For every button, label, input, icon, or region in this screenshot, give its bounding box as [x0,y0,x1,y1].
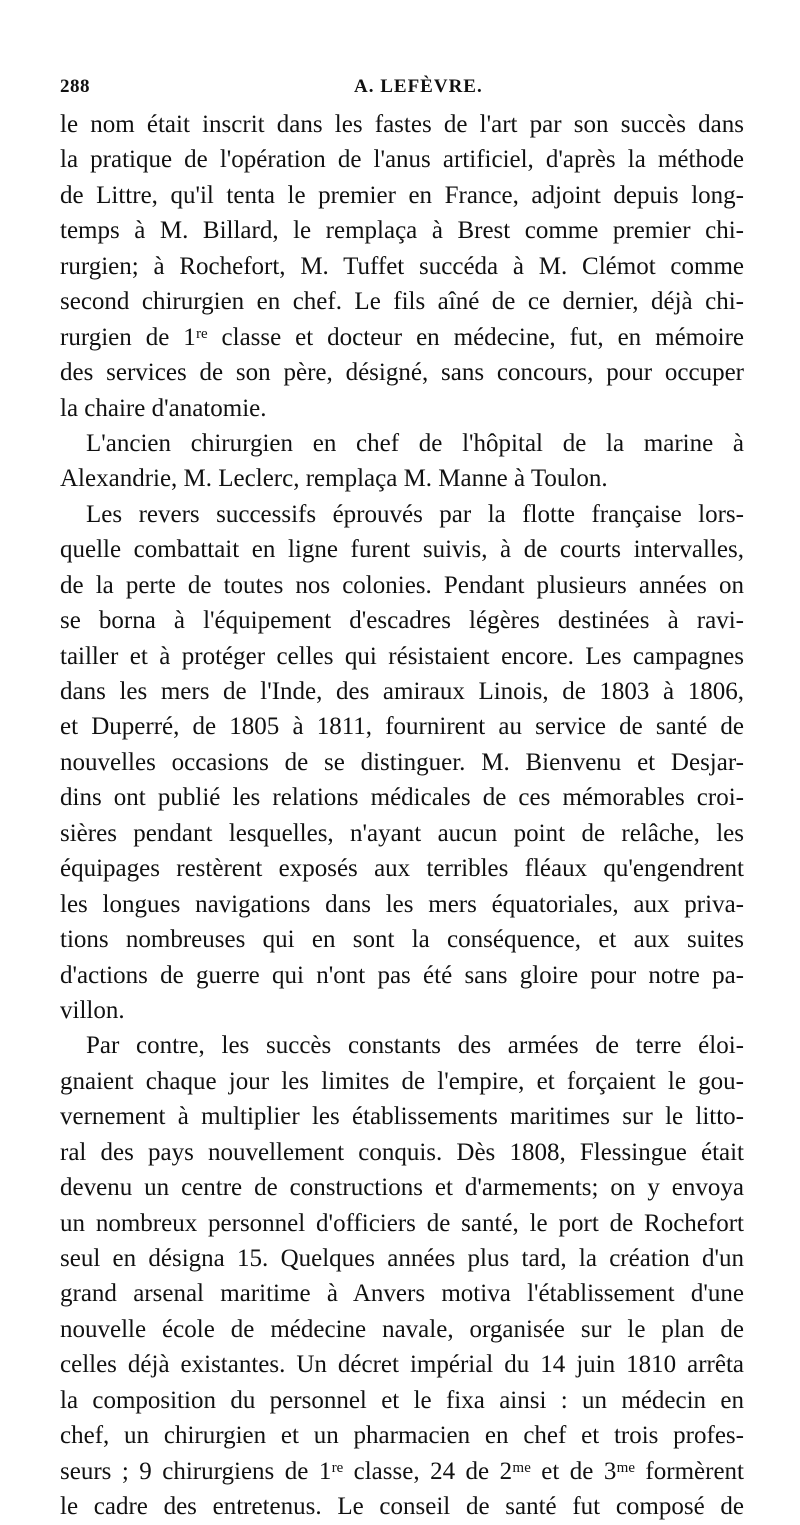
text-line: grand arsenal maritime à Anvers motiva l'établissement d'une [60,1280,744,1308]
text-line: seul en désigna 15. Quelques années plus tard, la création d'un [60,1245,744,1272]
text-line: d'actions de guerre qui n'ont pas été sans gloire pour notre pa- [60,961,744,989]
text-line: tailler et à protéger celles qui résistaient encore. Les campagnes [60,642,744,670]
text-line: dans les mers de l'Inde, des amiraux Linois, de 1803 à 1806, [60,678,744,705]
text-line: L'ancien chirurgien en chef de l'hôpital de la marine à [86,429,744,457]
text-line: tions nombreuses qui en sont la conséquence, et aux suites [60,926,744,954]
text-line: quelle combattait en ligne furent suivis, à de courts intervalles, [60,536,744,564]
text-line: équipages restèrent exposés aux terribles fléaux qu'engendrent [60,855,744,883]
text-line: se borna à l'équipement d'escadres légères destinées à ravi- [60,607,744,635]
text-line: les longues navigations dans les mers équatoriales, aux priva- [60,890,744,918]
text-line: de Littre, qu'il tenta le premier en France, adjoint depuis long- [60,181,744,209]
running-head: A. LEFÈVRE. [354,76,483,97]
text-line: dins ont publié les relations médicales de ces mémorables croi- [60,784,744,812]
text-line: Par contre, les succès constants des armées de terre éloi- [86,1032,744,1060]
text-line: second chirurgien en chef. Le fils aîné de ce dernier, déjà chi- [60,288,744,316]
text-line: nouvelle école de médecine navale, organisée sur le plan de [60,1315,744,1343]
text-line: vernement à multiplier les établissements maritimes sur le litto- [60,1103,744,1131]
text-line: Alexandrie, M. Leclerc, remplaça M. Manne à Toulon. [60,465,608,493]
text-line: le nom était inscrit dans les fastes de l'art par son succès dans [60,111,744,138]
text-line: des services de son père, désigné, sans concours, pour occuper [60,359,744,387]
text-line: le cadre des entretenus. Le conseil de santé fut composé de [60,1493,744,1521]
text-line: ral des pays nouvellement conquis. Dès 1808, Flessingue était [60,1138,744,1166]
page-header [60,76,732,100]
text-line: la composition du personnel et le fixa ainsi : un médecin en [60,1386,744,1414]
text-line: temps à M. Billard, le remplaça à Brest comme premier chi- [60,217,744,245]
text-line: rurgien; à Rochefort, M. Tuffet succéda à M. Clémot comme [60,252,744,280]
text-line: Les revers successifs éprouvés par la flotte française lors- [86,500,744,528]
text-line: un nombreux personnel d'officiers de santé, le port de Rochefort [60,1209,744,1237]
text-line: celles déjà existantes. Un décret impérial du 14 juin 1810 arrêta [60,1351,744,1379]
body-text [60,107,744,1525]
text-line: sières pendant lesquelles, n'ayant aucun point de relâche, les [60,819,744,847]
text-line: nouvelles occasions de se distinguer. M. Bienvenu et Desjar- [60,748,744,776]
page-number: 288 [60,76,90,97]
text-line: devenu un centre de constructions et d'armements; on y envoya [60,1174,744,1202]
text-line: et Duperré, de 1805 à 1811, fournirent au service de santé de [60,713,744,741]
text-line: villon. [60,996,125,1024]
text-line: chef, un chirurgien et un pharmacien en chef et trois profes- [60,1422,744,1450]
text-line: la pratique de l'opération de l'anus artificiel, d'après la méthode [60,146,744,174]
text-line: de la perte de toutes nos colonies. Pendant plusieurs années on [60,571,744,599]
text-line: rurgien de 1ʳᵉ classe et docteur en médecine, fut, en mémoire [60,323,744,351]
text-line: seurs ; 9 chirurgiens de 1ʳᵉ classe, 24 de 2ᵐᵉ et de 3ᵐᵉ formèrent [60,1457,744,1485]
text-line: gnaient chaque jour les limites de l'empire, et forçaient le gou- [60,1067,744,1095]
text-line: la chaire d'anatomie. [60,394,267,422]
